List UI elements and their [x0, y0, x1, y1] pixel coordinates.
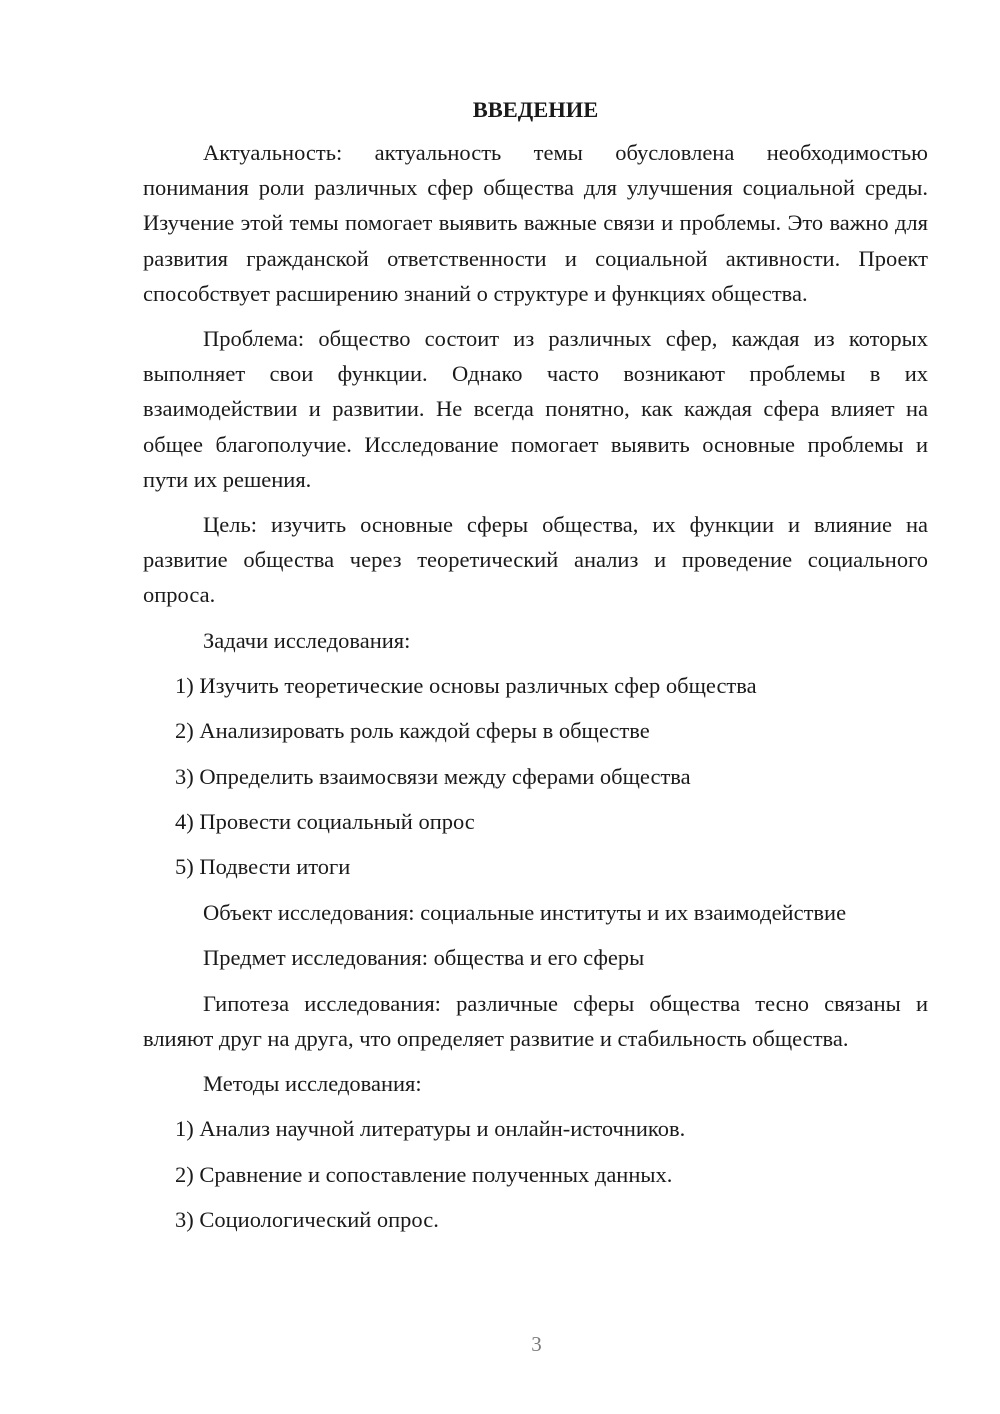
relevance-paragraph: Актуальность: актуальность темы обусловлена необходимостью понимания роли различных сфер общества для улучшения социальной среды. Изучение этой темы помогает выявить важные связи и проблемы. Это важно для развития гражданской ответственности и социальной активности. Проект способствует расширению знаний о структуре и функциях общества.: [143, 140, 928, 306]
task-item: 2) Анализировать роль каждой сферы в обществе: [175, 718, 650, 744]
methods-heading: Методы исследования:: [203, 1070, 422, 1096]
task-item: 3) Определить взаимосвязи между сферами общества: [175, 763, 691, 789]
page-number: 3: [531, 1332, 542, 1356]
task-item: 5) Подвести итоги: [175, 854, 351, 880]
tasks-list: [143, 668, 928, 885]
goal-paragraph: Цель: изучить основные сферы общества, их функции и влияние на развитие общества через теоретический анализ и проведение социального опроса.: [143, 512, 928, 608]
subject-line: Предмет исследования: общества и его сферы: [203, 945, 645, 971]
tasks-heading: Задачи исследования:: [203, 627, 411, 653]
hypothesis-paragraph: Гипотеза исследования: различные сферы общества тесно связаны и влияют друг на друга, что определяет развитие и стабильность общества.: [143, 990, 928, 1051]
method-item: 1) Анализ научной литературы и онлайн-источников.: [175, 1116, 686, 1142]
problem-paragraph: Проблема: общество состоит из различных сфер, каждая из которых выполняет свои функции. Однако часто возникают проблемы в их взаимодействии и развитии. Не всегда понятно, как каждая сфера влияет на общее благополучие. Исследование помогает выявить основные проблемы и пути их решения.: [143, 326, 928, 492]
task-item: 4) Провести социальный опрос: [175, 809, 475, 835]
method-item: 2) Сравнение и сопоставление полученных данных.: [175, 1161, 673, 1187]
methods-list: [143, 1111, 928, 1237]
page-title: ВВЕДЕНИЕ: [472, 97, 599, 122]
document-page: [143, 95, 928, 1247]
object-line: Объект исследования: социальные институты и их взаимодействие: [203, 899, 847, 925]
task-item: 1) Изучить теоретические основы различных сфер общества: [175, 672, 757, 698]
method-item: 3) Социологический опрос.: [175, 1206, 439, 1232]
